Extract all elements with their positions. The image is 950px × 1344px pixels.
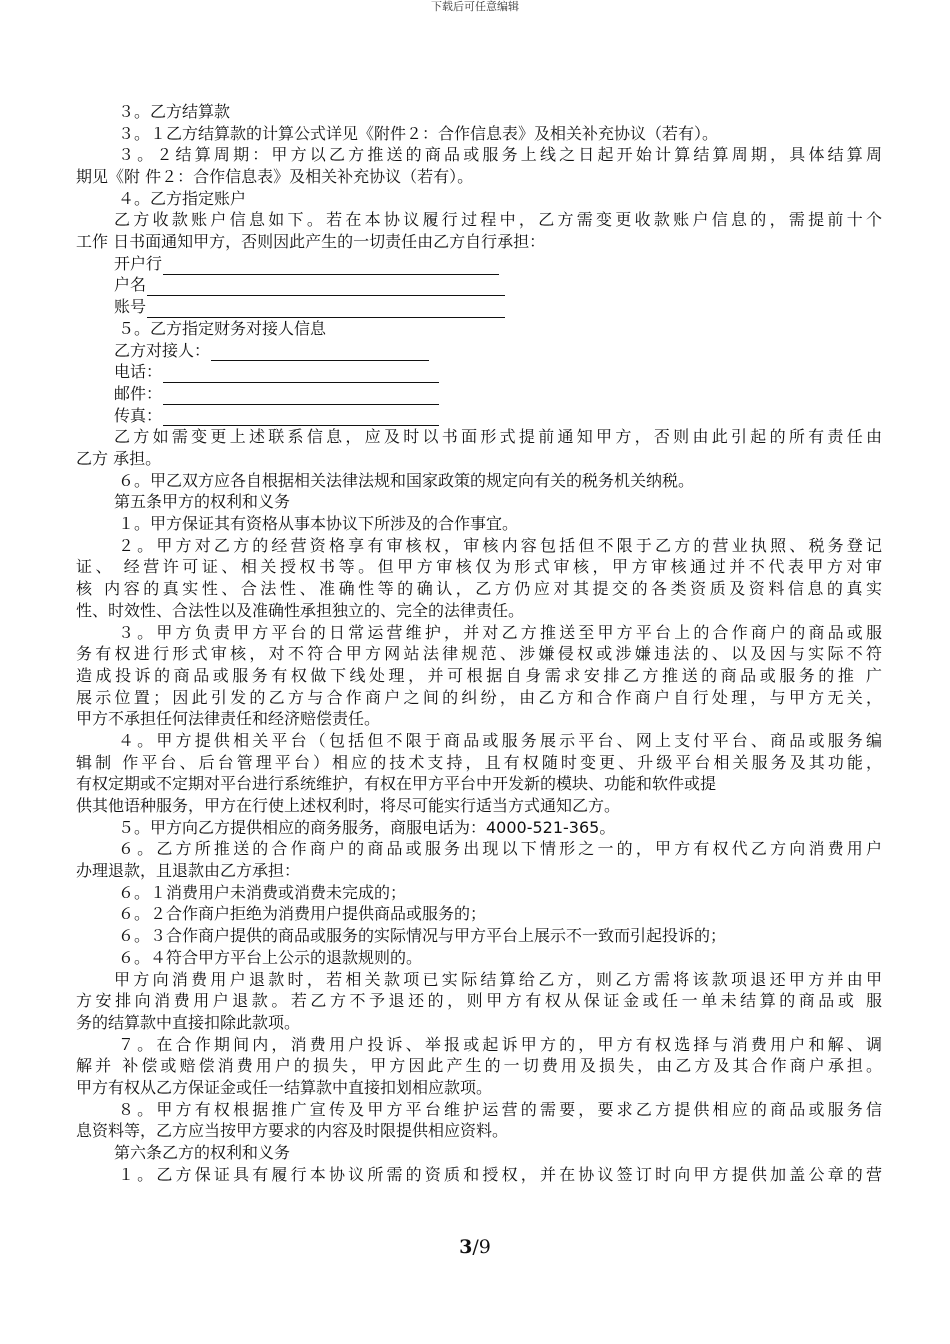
text-line: ２。甲方对乙方的经营资格享有审核权，审核内容包括但不限于乙方的营业执照、税务登记 [118,535,882,555]
text-line: 工作 日书面通知甲方，否则因此产生的一切责任由乙方自行承担： [76,232,546,252]
blank-fill-line[interactable] [163,388,439,405]
text-line: 期见《附 件２：合作信息表》及相关补充协议（若有）。 [76,167,474,187]
contact-field [76,405,882,427]
text-line: ３。甲方负责甲方平台的日常运营维护，并对乙方推送至甲方平台上的合作商户的商品或服 [118,622,882,642]
text-line: 乙方 承担。 [76,449,162,468]
blank-fill-line[interactable] [163,366,439,383]
field-label: 开户行 [114,253,163,273]
contact-field [76,361,882,383]
intro-section [76,101,882,253]
text-line: ６。甲乙双方应各自根据相关法律法规和国家政策的规定向有关的税务机关纳税。 [118,470,695,490]
text-line: ７。在合作期间内，消费用户投诉、举报或起诉甲方的，甲方有权选择与消费用户和解、调 [118,1034,882,1054]
account-field [76,253,882,275]
contact-field [76,340,882,362]
field-label: 账号 [114,297,147,317]
text-line: 方安排向消费用户退款。若乙方不予退还的，则甲方有权从保证金或任一单未结算的商品或 服 [76,991,882,1011]
total-pages: 9 [478,1236,491,1258]
text-line: 务有权进行形式审核，对不符合甲方网站法律规范、涉嫌侵权或涉嫌违法的、以及因与实际不符 [76,644,882,664]
text-line: 乙方如需变更上述联系信息，应及时以书面形式提前通知甲方，否则由此引起的所有责任由 [114,427,882,447]
account-field [76,275,882,297]
text-line: ６。１消费用户未消费或消费未完成的； [118,882,407,902]
text-line: 证、 经营许可证、相关授权书等。但甲方审核仅为形式审核，甲方审核通过并不代表甲方对审 [76,557,882,577]
contact-field [76,383,882,405]
text-line: 息资料等，乙方应当按甲方要求的内容及时限提供相应资料。 [76,1121,509,1141]
text-line: 甲方有权从乙方保证金或任一结算款中直接扣划相应款项。 [76,1077,493,1097]
text-line: ８。甲方有权根据推广宣传及甲方平台维护运营的需要，要求乙方提供相应的商品或服务信 [118,1099,882,1119]
main-clauses [76,426,882,1185]
page-header: 下载后可任意编辑 [431,0,519,13]
text-line: ６。３合作商户提供的商品或服务的实际情况与甲方平台上展示不一致而引起投诉的； [118,926,727,946]
text-line: 辑制 作平台、后台管理平台）相应的技术支持，且有权随时变更、升级平台相关服务及其功能， [76,752,882,772]
text-line: 展示位置；因此引发的乙方与合作商户之间的纠纷，由乙方和合作商户自行处理，与甲方无关， [76,687,882,707]
current-page: 3 [459,1236,473,1258]
text-line: １。甲方保证其有资格从事本协议下所涉及的合作事宜。 [118,514,519,534]
account-info-fields [76,253,882,318]
text-line: ６。乙方所推送的合作商户的商品或服务出现以下情形之一的，甲方有权代乙方向消费用户 [118,839,882,859]
text-line: 第五条甲方的权利和义务 [114,492,291,512]
blank-fill-line[interactable] [147,301,505,318]
text-line: 甲方不承担任何法律责任和经济赔偿责任。 [76,709,381,729]
field-label: 电话： [114,362,163,382]
blank-fill-line[interactable] [163,258,499,275]
text-line: 供其他语种服务，甲方在行使上述权利时，将尽可能实行适当方式通知乙方。 [76,796,621,815]
text-line: 核 内容的真实性、合法性、准确性等的确认，乙方仍应对其提交的各类资质及资料信息的真实 [76,579,882,599]
text-line: 造成投诉的商品或服务有权做下线处理，并可根据自身需求安排乙方推送的商品或服务的推 广 [76,665,882,685]
page-separator: / [472,1236,479,1258]
blank-fill-line[interactable] [147,279,505,296]
text-line: ６。４符合甲方平台上公示的退款规则的。 [118,947,423,967]
account-field [76,296,882,318]
contact-info-fields [76,340,882,427]
blank-fill-line[interactable] [211,344,429,361]
page-number [0,1236,950,1258]
text-line: ３。乙方结算款 [118,102,231,121]
text-line: 办理退款，且退款由乙方承担： [76,861,301,881]
text-line: ４。乙方指定账户 [118,188,247,208]
text-line: 第六条乙方的权利和义务 [114,1143,291,1162]
text-line: 解并 补偿或赔偿消费用户的损失，甲方因此产生的一切费用及损失，由乙方及其合作商户承担。 [76,1056,882,1076]
field-label: 乙方对接人： [114,340,211,360]
field-label: 传真： [114,405,163,425]
text-line: ６。２合作商户拒绝为消费用户提供商品或服务的； [118,904,487,924]
document-body [76,101,882,1185]
text-line: 务的结算款中直接扣除此款项。 [76,1012,301,1032]
blank-fill-line[interactable] [163,409,439,426]
text-line: 乙方收款账户信息如下。若在本协议履行过程中，乙方需变更收款账户信息的，需提前十个 [114,210,882,230]
text-line: 有权定期或不定期对平台进行系统维护，有权在甲方平台中开发新的模块、功能和软件或提 [76,774,717,794]
text-line: ５。甲方向乙方提供相应的商务服务，商服电话为：4000-521-365。 [118,817,616,837]
text-line: 甲方向消费用户退款时，若相关款项已实际结算给乙方，则乙方需将该款项退还甲方并由甲 [114,969,882,989]
text-line: 性、时效性、合法性以及准确性承担独立的、完全的法律责任。 [76,600,525,620]
field-label: 邮件： [114,383,163,403]
text-line: ３。２结算周期：甲方以乙方推送的商品或服务上线之日起开始计算结算周期，具体结算周 [118,145,882,165]
text-line: １。乙方保证具有履行本协议所需的资质和授权，并在协议签订时向甲方提供加盖公章的营 [118,1164,882,1184]
field-label: 户名 [114,275,147,295]
text-line: ３。１乙方结算款的计算公式详见《附件２：合作信息表》及相关补充协议（若有）。 [118,123,719,143]
text-line: ４。甲方提供相关平台（包括但不限于商品或服务展示平台、网上支付平台、商品或服务编 [118,730,882,750]
contact-heading: ５。乙方指定财务对接人信息 [118,318,327,338]
